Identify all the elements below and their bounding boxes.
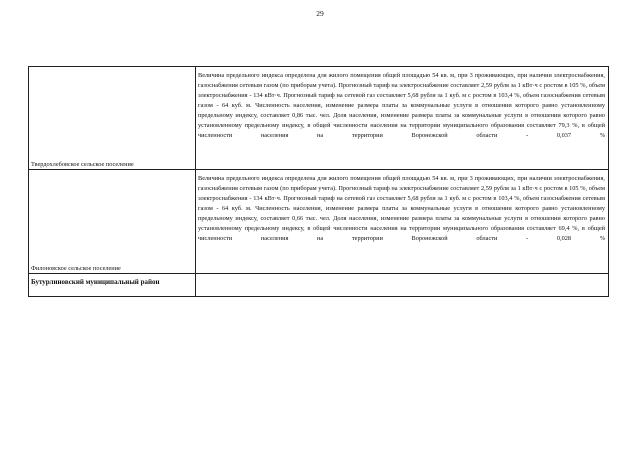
district-empty-cell: [196, 274, 609, 297]
page-number: 29: [316, 9, 324, 18]
district-name: Бутурлиновский муниципальный район: [31, 278, 160, 286]
municipality-cell: [29, 67, 196, 170]
municipality-name: Твердохлебовское сельское поселение: [31, 161, 134, 168]
table-row: [29, 67, 609, 170]
index-table: [28, 66, 609, 297]
index-description: Величина предельного индекса определена для жилого помещения общей площадью 54 кв. м, при 3 проживающих, при наличии электроснабжения, газоснабжения сетевым газом (по приборам учета). Прогнозный тариф на электроснабжение составляет 2,59 рубля за 1 кВт·ч с ростом в 105 %, объем электроснабжения - 134 кВт·ч. Прогнозный тариф на сетевой газ составляет 5,68 рубля за 1 куб. м с ростом в 103,4 %, объем газоснабжения сетевым газом - 64 куб. м. Численность населения, изменение размера платы за коммунальные услуги в отношении которого равно установленному предельному индексу, составляет 0,86 тыс. чел. Доля населения, изменение размера платы за коммунальные услуги в отношении которого равно установленному предельному индексу, в общей численности населения на территории муниципального образования составляет 79,3 %, в общей численности населения на территории Воронежской области - 0,037 %: [198, 72, 605, 140]
municipality-name: Филоновское сельское поселение: [31, 265, 121, 272]
table-row: [29, 170, 609, 274]
district-cell: [29, 274, 196, 297]
index-description: Величина предельного индекса определена для жилого помещения общей площадью 54 кв. м, при 3 проживающих, при наличии электроснабжения, газоснабжения сетевым газом (по приборам учета). Прогнозный тариф на электроснабжение составляет 2,59 рубля за 1 кВт·ч с ростом в 105 %, объем электроснабжения - 134 кВт·ч. Прогнозный тариф на сетевой газ составляет 5,68 рубля за 1 куб. м с ростом в 103,4 %, объем газоснабжения сетевым газом - 64 куб. м. Численность населения, изменение размера платы за коммунальные услуги в отношении которого равно установленному предельному индексу, составляет 0,66 тыс. чел. Доля населения, изменение размера платы за коммунальные услуги в отношении которого равно установленному предельному индексу, в общей численности населения на территории муниципального образования составляет 69,4 %, в общей численности населения на территории Воронежской области - 0,028 %: [198, 175, 605, 243]
district-row: [29, 274, 609, 297]
municipality-cell: [29, 170, 196, 274]
description-cell: [196, 170, 609, 274]
description-cell: [196, 67, 609, 170]
